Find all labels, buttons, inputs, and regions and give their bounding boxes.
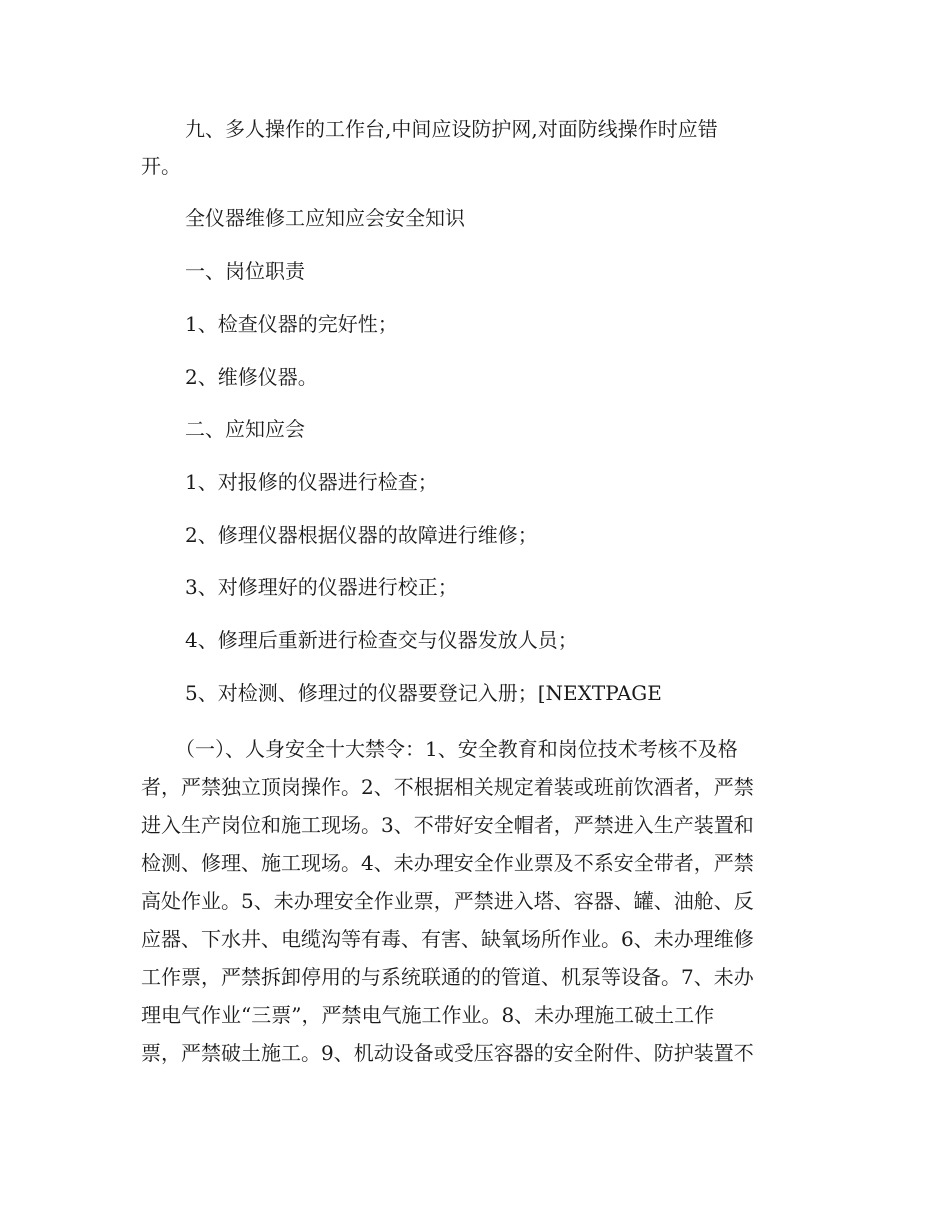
- heading-knowledge: 二、应知应会: [185, 417, 305, 441]
- safety-rules-line: （一）、人身安全十大禁令：1、安全教育和岗位技术考核不及格: [175, 737, 738, 761]
- section-title: 全仪器维修工应知应会安全知识: [185, 206, 465, 230]
- knowledge-item-1: 1、对报修的仪器进行检查；: [185, 470, 438, 494]
- duty-item-2: 2、维修仪器。: [185, 365, 318, 389]
- item-nine-paragraph-line2: 开。: [141, 154, 181, 178]
- knowledge-item-5: 5、对检测、修理过的仪器要登记入册；[NEXTPAGE: [185, 681, 662, 705]
- safety-rules-line: 应器、下水井、电缆沟等有毒、有害、缺氧场所作业。6、未办理维修: [141, 927, 754, 951]
- safety-rules-line: 工作票，严禁拆卸停用的与系统联通的的管道、机泵等设备。7、未办: [141, 965, 754, 989]
- duty-item-1: 1、检查仪器的完好性；: [185, 312, 398, 336]
- heading-job-duties: 一、岗位职责: [185, 259, 305, 283]
- knowledge-item-4: 4、修理后重新进行检查交与仪器发放人员；: [185, 628, 578, 652]
- safety-rules-line: 者，严禁独立顶岗操作。2、不根据相关规定着装或班前饮酒者，严禁: [141, 775, 754, 799]
- safety-rules-line: 检测、修理、施工现场。4、未办理安全作业票及不系安全带者，严禁: [141, 851, 754, 875]
- safety-rules-line: 进入生产岗位和施工现场。3、不带好安全帽者，严禁进入生产装置和: [141, 813, 754, 837]
- safety-rules-line: 高处作业。5、未办理安全作业票，严禁进入塔、容器、罐、油舱、反: [141, 889, 754, 913]
- item-nine-paragraph-line1: 九、多人操作的工作台,中间应设防护网,对面防线操作时应错: [185, 117, 718, 141]
- safety-rules-line: 票，严禁破土施工。9、机动设备或受压容器的安全附件、防护装置不: [141, 1041, 754, 1065]
- knowledge-item-2: 2、修理仪器根据仪器的故障进行维修；: [185, 523, 538, 547]
- knowledge-item-3: 3、对修理好的仪器进行校正；: [185, 575, 458, 599]
- safety-rules-paragraph: [141, 730, 811, 1072]
- safety-rules-line: 理电气作业“三票”，严禁电气施工作业。8、未办理施工破土工作: [141, 1003, 715, 1027]
